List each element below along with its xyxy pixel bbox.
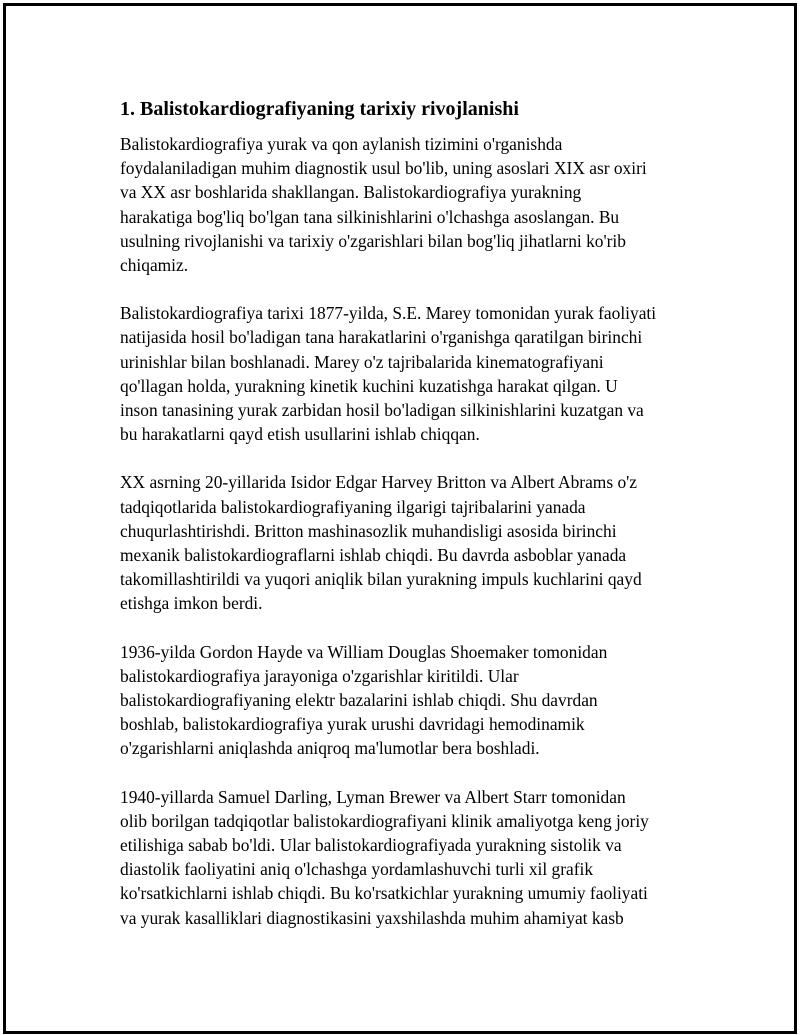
- paragraph-line: urinishlar bilan boshlanadi. Marey o'z tajribalarida kinematografiyani: [120, 351, 604, 372]
- paragraph-line: XX asrning 20-yillarida Isidor Edgar Harvey Britton va Albert Abrams o'z: [120, 472, 637, 493]
- paragraph-line: ko'rsatkichlarni ishlab chiqdi. Bu ko'rsatkichlar yurakning umumiy faoliyati: [120, 883, 648, 904]
- paragraph-line: mexanik balistokardiograflarni ishlab chiqdi. Bu davrda asboblar yanada: [120, 545, 627, 566]
- paragraph-line: o'zgarishlarni aniqlashda aniqroq ma'lumotlar bera boshladi.: [120, 738, 540, 759]
- paragraph-line: tadqiqotlarida balistokardiografiyaning ilgarigi tajribalarini yanada: [120, 496, 586, 517]
- paragraph-line: harakatiga bog'liq bo'lgan tana silkinishlarini o'lchashga asoslangan. Bu: [120, 206, 620, 227]
- paragraph-line: Balistokardiografiya yurak va qon aylanish tizimini o'rganishda: [120, 134, 563, 154]
- paragraph: [120, 301, 695, 446]
- paragraph: [120, 785, 695, 930]
- paragraphs: [120, 132, 695, 930]
- paragraph-line: bu harakatlarni qayd etish usullarini ishlab chiqqan.: [120, 424, 480, 445]
- paragraph-line: foydalaniladigan muhim diagnostik usul bo'lib, uning asoslari XIX asr oxiri: [120, 158, 647, 179]
- paragraph-line: va yurak kasalliklari diagnostikasini yaxshilashda muhim ahamiyat kasb: [120, 907, 624, 928]
- paragraph-line: chuqurlashtirishdi. Britton mashinasozlik muhandisligi asosida birinchi: [120, 520, 617, 541]
- page-frame: [3, 3, 797, 1034]
- paragraph-line: inson tanasining yurak zarbidan hosil bo'ladigan silkinishlarini kuzatgan va: [120, 400, 644, 421]
- paragraph-line: balistokardiografiya jarayoniga o'zgarishlar kiritildi. Ular: [120, 665, 519, 686]
- paragraph-line: usulning rivojlanishi va tarixiy o'zgarishlari bilan bog'liq jihatlarni ko'rib: [120, 230, 626, 251]
- paragraph-line: takomillashtirildi va yuqori aniqlik bilan yurakning impuls kuchlarini qayd: [120, 569, 642, 590]
- paragraph-line: va XX asr boshlarida shakllangan. Balistokardiografiya yurakning: [120, 182, 582, 203]
- paragraph-line: 1936-yilda Gordon Hayde va William Douglas Shoemaker tomonidan: [120, 641, 608, 662]
- paragraph-line: olib borilgan tadqiqotlar balistokardiografiyani klinik amaliyotga keng joriy: [120, 810, 649, 831]
- paragraph-line: etishga imkon berdi.: [120, 593, 263, 614]
- document-body: [120, 96, 695, 954]
- paragraph: [120, 470, 695, 615]
- paragraph-line: Balistokardiografiya tarixi 1877-yilda, S.E. Marey tomonidan yurak faoliyati: [120, 303, 657, 324]
- paragraph-line: balistokardiografiyaning elektr bazalarini ishlab chiqdi. Shu davrdan: [120, 690, 598, 711]
- section-heading: 1. Balistokardiografiyaning tarixiy rivojlanishi: [120, 98, 519, 120]
- paragraph: [120, 132, 695, 277]
- paragraph-line: chiqamiz.: [120, 255, 189, 276]
- paragraph-line: etilishiga sabab bo'ldi. Ular balistokardiografiyada yurakning sistolik va: [120, 835, 622, 856]
- paragraph-line: boshlab, balistokardiografiya yurak urushi davridagi hemodinamik: [120, 714, 585, 735]
- paragraph-line: natijasida hosil bo'ladigan tana harakatlarini o'rganishga qaratilgan birinchi: [120, 327, 643, 348]
- paragraph: [120, 640, 695, 761]
- paragraph-line: 1940-yillarda Samuel Darling, Lyman Brewer va Albert Starr tomonidan: [120, 786, 626, 807]
- paragraph-line: qo'llagan holda, yurakning kinetik kuchini kuzatishga harakat qilgan. U: [120, 375, 618, 396]
- paragraph-line: diastolik faoliyatini aniq o'lchashga yordamlashuvchi turli xil grafik: [120, 859, 594, 880]
